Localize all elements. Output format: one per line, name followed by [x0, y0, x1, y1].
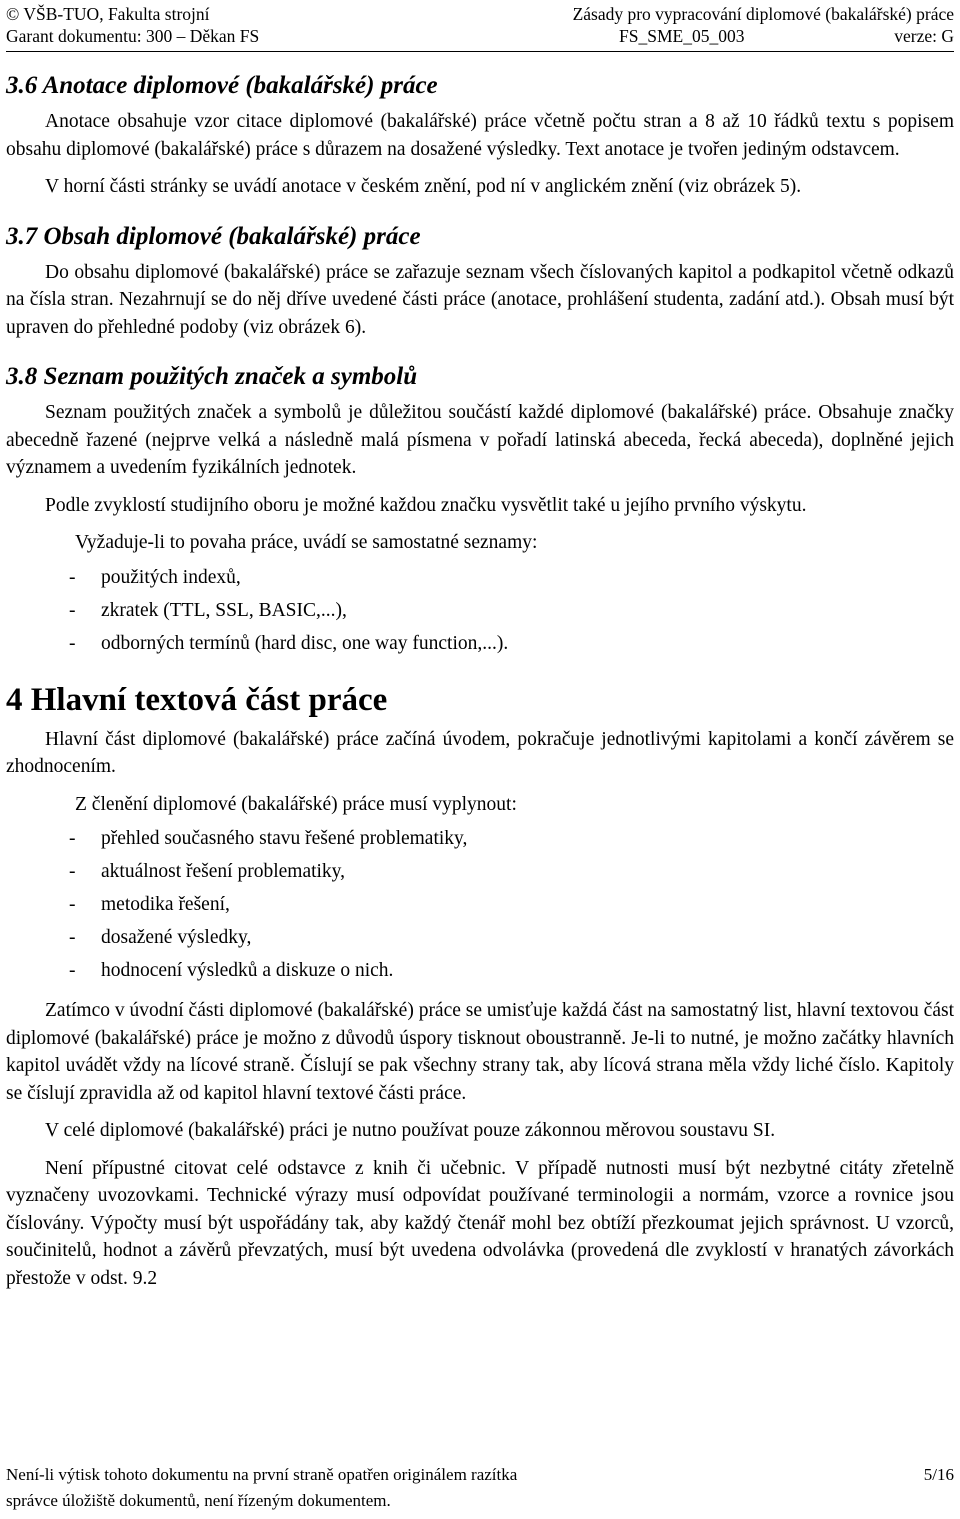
dash-bullet: - [69, 927, 76, 948]
paragraph: V celé diplomové (bakalářské) práci je nutno používat pouze zákonnou měrovou soustavu SI. [45, 1120, 776, 1141]
header-doc-title: Zásady pro vypracování diplomové (bakalářské) práce [572, 4, 954, 24]
header-rule [6, 51, 954, 52]
dash-bullet: - [69, 861, 76, 882]
list-item: - aktuálnost řešení problematiky, [6, 855, 954, 888]
section-heading-3-6: 3.6 Anotace diplomové (bakalářské) práce [6, 72, 438, 99]
list-item: - hodnocení výsledků a diskuze o nich. [6, 954, 954, 987]
footer-line-1 [6, 1464, 954, 1486]
footer-notice: Není-li výtisk tohoto dokumentu na první straně opatřen originálem razítka [6, 1465, 518, 1484]
list-item: - zkratek (TTL, SSL, BASIC,...), [6, 594, 954, 627]
header-guarantor: Garant dokumentu: 300 – Děkan FS [6, 26, 260, 46]
dash-bullet: - [69, 894, 76, 915]
section-heading-3-8: 3.8 Seznam použitých značek a symbolů [6, 363, 418, 390]
dash-bullet: - [69, 566, 76, 588]
header-doc-code: FS_SME_05_003 [619, 26, 745, 46]
paragraph: Do obsahu diplomové (bakalářské) práce se zařazuje seznam všech číslovaných kapitol a podkapitol včetně odkazů na čísla stran. Nezahrnují se do něj dříve uvedené části práce (anotace, prohlášení studenta, zadání atd.). Obsah musí být upraven do přehledné podoby (viz obrázek 6). [6, 261, 954, 338]
dash-bullet: - [69, 828, 76, 849]
footer-notice-2: správce úložiště dokumentů, není řízeným dokumentem. [6, 1491, 391, 1510]
chapter-heading-4: 4 Hlavní textová část práce [6, 681, 388, 718]
list-separate-lists [6, 561, 954, 660]
paragraph: Anotace obsahuje vzor citace diplomové (bakalářské) práce včetně počtu stran a 8 až 10 řádků textu s popisem obsahu diplomové (bakalářské) práce s důrazem na dosažené výsledky. Text anotace je tvořen jediným odstavcem. [6, 111, 954, 160]
list-intro: Vyžaduje-li to povaha práce, uvádí se samostatné seznamy: [75, 532, 538, 553]
dash-bullet: - [69, 599, 76, 621]
paragraph: Seznam použitých značek a symbolů je důležitou součástí každé diplomové (bakalářské) práce. Obsahuje značky abecedně řazené (nejprve velká a následně malá písmena v pořadí latinská abeceda, řecká abeceda), doplněné jejich významem a uvedením fyzikálních jednotek. [6, 402, 954, 478]
footer-line-2 [6, 1490, 954, 1512]
paragraph: Není přípustné citovat celé odstavce z knih či učebnic. V případě nutnosti musí být nezbytné citáty zřetelně vyznačeny uvozovkami. Technické výrazy musí odpovídat používané terminologii a normám, vzorce a rovnice jsou číslovány. Výpočty musí být uspořádány tak, aby každý čtenář mohl bez obtíží přezkoumat jejich správnost. U vzorců, součinitelů, hodnot a závěrů převzatých, musí být uvedena odvolávka (provedená dle zvyklostí v hranatých závorkách přestože v odst. 9.2 [6, 1157, 954, 1289]
paragraph: Hlavní část diplomové (bakalářské) práce začíná úvodem, pokračuje jednotlivými kapitolami a končí závěrem se zhodnocením. [6, 728, 954, 777]
paragraph: Zatímco v úvodní části diplomové (bakalářské) práce se umisťuje každá část na samostatný list, hlavní textovou část diplomové (bakalářské) práce je možno z důvodů úspory tisknout oboustranně. Je-li to nutné, je možno začátky hlavních kapitol uvádět vždy na lícové straně. Číslují se pak všechny strany tak, aby lícová strana měla vždy liché číslo. Kapitoly se číslují zpravidla až od kapitol hlavní textové části práce. [6, 1000, 954, 1104]
list-item: - metodika řešení, [6, 888, 954, 921]
main-content [6, 70, 954, 1292]
header-faculty: © VŠB-TUO, Fakulta strojní [6, 4, 210, 24]
list-item: - dosažené výsledky, [6, 921, 954, 954]
dash-bullet: - [69, 960, 76, 981]
list-item: - použitých indexů, [6, 561, 954, 594]
list-structure [6, 822, 954, 987]
dash-bullet: - [69, 632, 76, 654]
list-item: - odborných termínů (hard disc, one way function,...). [6, 627, 954, 660]
paragraph: Podle zvyklostí studijního oboru je možné každou značku vysvětlit také u jejího prvního výskytu. [45, 494, 807, 516]
paragraph: V horní části stránky se uvádí anotace v českém znění, pod ní v anglickém znění (viz obrázek 5). [45, 176, 802, 197]
list-intro: Z členění diplomové (bakalářské) práce musí vyplynout: [75, 793, 517, 815]
page-number: 5/16 [923, 1465, 954, 1484]
header-version: verze: G [894, 26, 954, 46]
section-heading-3-7: 3.7 Obsah diplomové (bakalářské) práce [6, 222, 421, 250]
list-item: - přehled současného stavu řešené problematiky, [6, 822, 954, 855]
